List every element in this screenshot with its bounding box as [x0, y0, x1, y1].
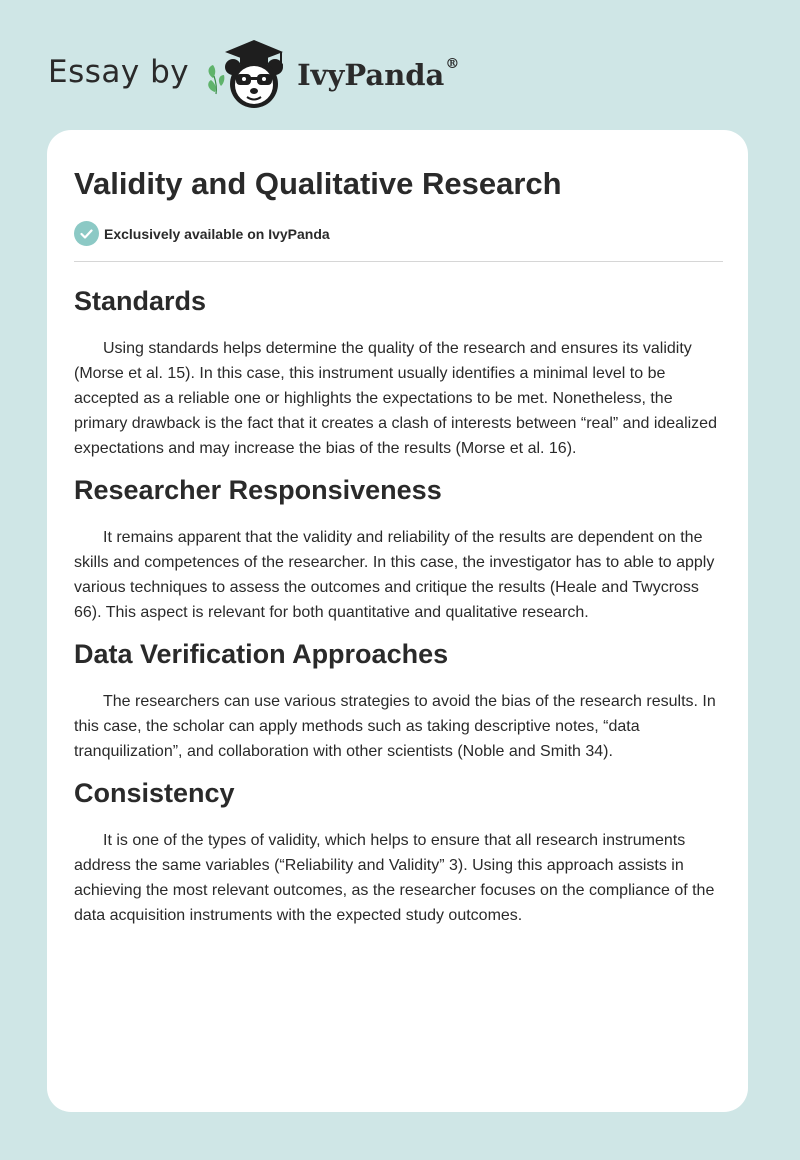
section-paragraph: It remains apparent that the validity and reliability of the results are dependent on the skills and competences of the researcher. In this case, the investigator has to able to apply various techniques to assess the outcomes and critique the results (Heale and Twycross 66). This aspect is relevant for both quantitative and qualitative research.	[74, 529, 715, 621]
section-heading: Researcher Responsiveness	[74, 475, 442, 505]
title-divider	[74, 261, 723, 262]
essay-sections	[74, 284, 726, 940]
exclusive-badge	[74, 221, 330, 246]
essay-by-label: Essay by	[48, 54, 190, 90]
section-paragraph: The researchers can use various strategies to avoid the bias of the research results. In this case, the scholar can apply methods such as taking descriptive notes, “data tranquilization”, and collaboration with other scientists (Noble and Smith 34).	[74, 693, 716, 760]
section-heading: Data Verification Approaches	[74, 639, 449, 669]
essay-card	[47, 130, 748, 1112]
section-heading: Standards	[74, 286, 207, 316]
section-paragraph: It is one of the types of validity, which helps to ensure that all research instruments address the same variables (“Reliability and Validity” 3). Using this approach assists in achieving the most relevant outcomes, as the researcher focuses on the compliance of the data acquisition instruments with the expected study outcomes.	[74, 832, 715, 924]
section-consistency	[74, 776, 726, 928]
trademark-symbol: ®	[445, 56, 460, 72]
section-paragraph: Using standards helps determine the quality of the research and ensures its validity (Morse et al. 15). In this case, this instrument usually identifies a minimal level to be accepted as a reliable one or highlights the expectations to be met. Nonetheless, the primary drawback is the fact that it creates a clash of interests between “real” and idealized expectations and may increase the bias of the results (Morse et al. 16).	[74, 340, 717, 457]
brand-name[interactable]	[297, 58, 459, 92]
section-researcher-responsiveness	[74, 473, 726, 625]
section-heading: Consistency	[74, 778, 235, 808]
check-circle-icon	[74, 221, 99, 246]
page-title: Validity and Qualitative Research	[74, 166, 562, 201]
section-data-verification	[74, 637, 726, 764]
ivypanda-logo-icon[interactable]	[203, 34, 295, 114]
brand-text: IvyPanda	[297, 58, 445, 92]
badge-label: Exclusively available on IvyPanda	[104, 225, 330, 242]
site-header	[48, 34, 459, 114]
section-standards	[74, 284, 726, 461]
